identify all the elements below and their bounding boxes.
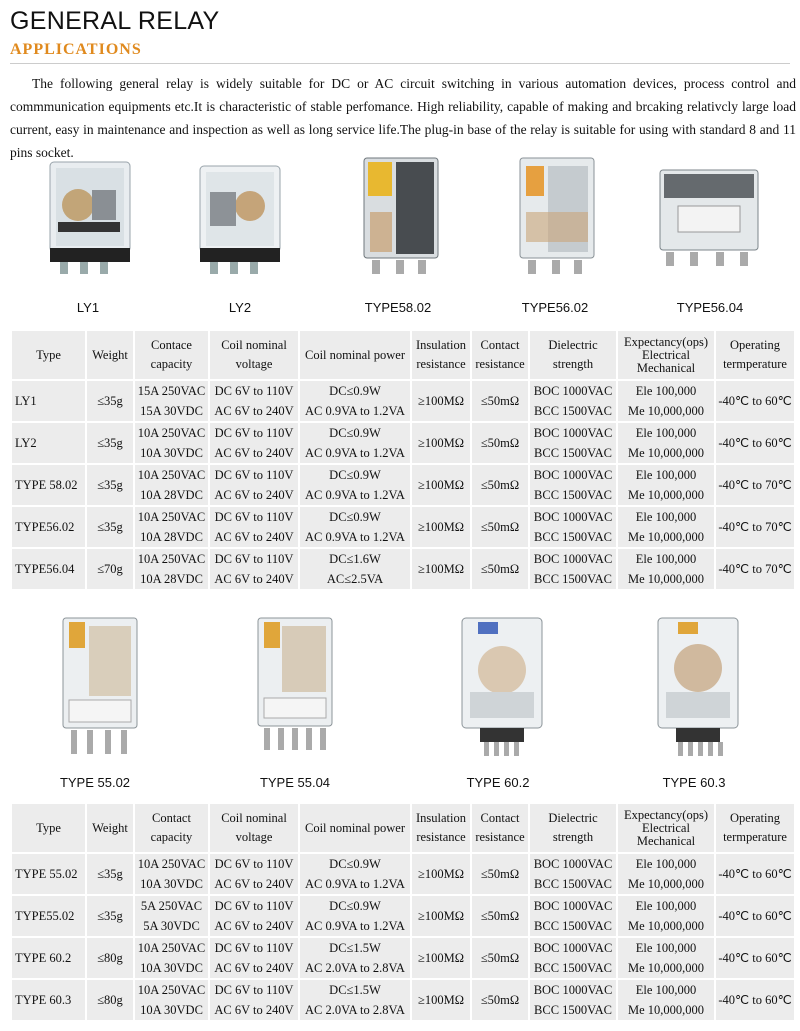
header-weight: Weight xyxy=(86,330,134,380)
header-capacity: Contace capacity xyxy=(134,330,209,380)
cell-capacity: 10A 250VAC 10A 28VDC xyxy=(134,548,209,590)
cell-capacity: 10A 250VAC 10A 30VDC xyxy=(134,979,209,1021)
product-label-type56-02: TYPE56.02 xyxy=(521,300,589,315)
relay-photo-type56-02 xyxy=(512,152,602,282)
relay-photo-type55-02 xyxy=(55,612,145,762)
cell-type: TYPE56.04 xyxy=(11,548,86,590)
cell-dielectric: BOC 1000VAC BCC 1500VAC xyxy=(529,937,617,979)
cell-contact-resistance: ≤50mΩ xyxy=(471,979,529,1021)
header-coil-power: Coil nominal power xyxy=(299,803,411,853)
relay-photo-type56-04 xyxy=(654,162,764,272)
relay-photo-type60-3 xyxy=(648,612,748,762)
cell-weight: ≤80g xyxy=(86,979,134,1021)
header-dielectric: Dielectric strength xyxy=(529,330,617,380)
cell-expectancy: Ele 100,000 Me 10,000,000 xyxy=(617,464,715,506)
cell-coil-voltage: DC 6V to 110V AC 6V to 240V xyxy=(209,464,299,506)
cell-coil-power: DC≤0.9W AC 0.9VA to 1.2VA xyxy=(299,464,411,506)
header-temperature: Operating termperature xyxy=(715,330,795,380)
header-temperature: Operating termperature xyxy=(715,803,795,853)
cell-capacity: 15A 250VAC 15A 30VDC xyxy=(134,380,209,422)
cell-capacity: 10A 250VAC 10A 28VDC xyxy=(134,506,209,548)
table-row xyxy=(11,937,795,979)
table-row xyxy=(11,895,795,937)
header-expectancy: Expectancy(ops) Electrical Mechanical xyxy=(617,330,715,380)
header-expectancy: Expectancy(ops) Electrical Mechanical xyxy=(617,803,715,853)
spec-table-2 xyxy=(10,802,796,1022)
cell-contact-resistance: ≤50mΩ xyxy=(471,506,529,548)
cell-coil-power: DC≤1.6W AC≤2.5VA xyxy=(299,548,411,590)
cell-coil-power: DC≤0.9W AC 0.9VA to 1.2VA xyxy=(299,422,411,464)
cell-insulation: ≥100MΩ xyxy=(411,548,471,590)
cell-type: TYPE 60.3 xyxy=(11,979,86,1021)
header-coil-voltage: Coil nominal voltage xyxy=(209,803,299,853)
cell-type: LY2 xyxy=(11,422,86,464)
product-label-type55-02: TYPE 55.02 xyxy=(59,775,131,790)
cell-contact-resistance: ≤50mΩ xyxy=(471,548,529,590)
table-row xyxy=(11,422,795,464)
cell-dielectric: BOC 1000VAC BCC 1500VAC xyxy=(529,422,617,464)
cell-capacity: 10A 250VAC 10A 30VDC xyxy=(134,853,209,895)
cell-expectancy: Ele 100,000 Me 10,000,000 xyxy=(617,895,715,937)
table-header-row xyxy=(11,803,795,853)
cell-coil-voltage: DC 6V to 110V AC 6V to 240V xyxy=(209,548,299,590)
cell-temperature: -40℃ to 70℃ xyxy=(715,464,795,506)
cell-weight: ≤80g xyxy=(86,937,134,979)
header-coil-power: Coil nominal power xyxy=(299,330,411,380)
cell-coil-voltage: DC 6V to 110V AC 6V to 240V xyxy=(209,895,299,937)
cell-type: TYPE 55.02 xyxy=(11,853,86,895)
intro-paragraph: The following general relay is widely suitable for DC or AC circuit switching in various automation devices, process control and commmunication equipments etc.It is characteristic of stable perfomance. High reliability, capable of making and brcaking relativcly large load current, easy in maintenance and inspection as well as long service life.The plug-in base of the relay is suitable for using with standard 8 and 11 pins socket. xyxy=(10,76,796,160)
cell-coil-voltage: DC 6V to 110V AC 6V to 240V xyxy=(209,422,299,464)
header-contact-resistance: Contact resistance xyxy=(471,803,529,853)
cell-temperature: -40℃ to 60℃ xyxy=(715,979,795,1021)
cell-coil-voltage: DC 6V to 110V AC 6V to 240V xyxy=(209,979,299,1021)
cell-insulation: ≥100MΩ xyxy=(411,506,471,548)
header-coil-voltage: Coil nominal voltage xyxy=(209,330,299,380)
page-title: GENERAL RELAY xyxy=(10,7,220,35)
table-row xyxy=(11,979,795,1021)
cell-dielectric: BOC 1000VAC BCC 1500VAC xyxy=(529,464,617,506)
cell-temperature: -40℃ to 70℃ xyxy=(715,506,795,548)
cell-temperature: -40℃ to 60℃ xyxy=(715,380,795,422)
cell-coil-power: DC≤1.5W AC 2.0VA to 2.8VA xyxy=(299,979,411,1021)
product-label-type56-04: TYPE56.04 xyxy=(676,300,744,315)
cell-coil-power: DC≤0.9W AC 0.9VA to 1.2VA xyxy=(299,380,411,422)
cell-coil-voltage: DC 6V to 110V AC 6V to 240V xyxy=(209,937,299,979)
product-label-type60-2: TYPE 60.2 xyxy=(466,775,530,790)
cell-insulation: ≥100MΩ xyxy=(411,422,471,464)
header-weight: Weight xyxy=(86,803,134,853)
table-row xyxy=(11,853,795,895)
product-label-type55-04: TYPE 55.04 xyxy=(259,775,331,790)
cell-capacity: 5A 250VAC 5A 30VDC xyxy=(134,895,209,937)
cell-dielectric: BOC 1000VAC BCC 1500VAC xyxy=(529,895,617,937)
heading-divider xyxy=(10,63,790,64)
cell-type: LY1 xyxy=(11,380,86,422)
cell-expectancy: Ele 100,000 Me 10,000,000 xyxy=(617,506,715,548)
cell-weight: ≤35g xyxy=(86,895,134,937)
cell-contact-resistance: ≤50mΩ xyxy=(471,464,529,506)
cell-type: TYPE55.02 xyxy=(11,895,86,937)
cell-contact-resistance: ≤50mΩ xyxy=(471,380,529,422)
cell-weight: ≤35g xyxy=(86,380,134,422)
cell-coil-voltage: DC 6V to 110V AC 6V to 240V xyxy=(209,506,299,548)
cell-temperature: -40℃ to 60℃ xyxy=(715,853,795,895)
cell-insulation: ≥100MΩ xyxy=(411,937,471,979)
relay-photo-type58-02 xyxy=(356,152,446,282)
cell-coil-power: DC≤0.9W AC 0.9VA to 1.2VA xyxy=(299,853,411,895)
cell-capacity: 10A 250VAC 10A 30VDC xyxy=(134,937,209,979)
cell-temperature: -40℃ to 60℃ xyxy=(715,422,795,464)
header-capacity: Contact capacity xyxy=(134,803,209,853)
cell-contact-resistance: ≤50mΩ xyxy=(471,853,529,895)
cell-type: TYPE 60.2 xyxy=(11,937,86,979)
cell-contact-resistance: ≤50mΩ xyxy=(471,937,529,979)
relay-photo-type55-04 xyxy=(250,612,340,762)
cell-temperature: -40℃ to 70℃ xyxy=(715,548,795,590)
cell-contact-resistance: ≤50mΩ xyxy=(471,895,529,937)
cell-type: TYPE 58.02 xyxy=(11,464,86,506)
product-label-type58-02: TYPE58.02 xyxy=(364,300,432,315)
header-contact-resistance: Contact resistance xyxy=(471,330,529,380)
cell-dielectric: BOC 1000VAC BCC 1500VAC xyxy=(529,853,617,895)
cell-dielectric: BOC 1000VAC BCC 1500VAC xyxy=(529,548,617,590)
table-row xyxy=(11,548,795,590)
cell-capacity: 10A 250VAC 10A 28VDC xyxy=(134,464,209,506)
cell-dielectric: BOC 1000VAC BCC 1500VAC xyxy=(529,506,617,548)
relay-photo-type60-2 xyxy=(452,612,552,762)
table-header-row xyxy=(11,330,795,380)
relay-photo-ly1 xyxy=(40,150,140,280)
relay-photo-ly2 xyxy=(190,158,290,278)
cell-dielectric: BOC 1000VAC BCC 1500VAC xyxy=(529,979,617,1021)
product-label-ly1: LY1 xyxy=(76,300,100,315)
cell-dielectric: BOC 1000VAC BCC 1500VAC xyxy=(529,380,617,422)
cell-insulation: ≥100MΩ xyxy=(411,979,471,1021)
table-row xyxy=(11,506,795,548)
cell-expectancy: Ele 100,000 Me 10,000,000 xyxy=(617,422,715,464)
cell-temperature: -40℃ to 60℃ xyxy=(715,937,795,979)
cell-weight: ≤35g xyxy=(86,422,134,464)
cell-expectancy: Ele 100,000 Me 10,000,000 xyxy=(617,853,715,895)
table-row xyxy=(11,464,795,506)
cell-insulation: ≥100MΩ xyxy=(411,853,471,895)
spec-table-1 xyxy=(10,329,796,591)
cell-insulation: ≥100MΩ xyxy=(411,895,471,937)
cell-expectancy: Ele 100,000 Me 10,000,000 xyxy=(617,548,715,590)
cell-coil-power: DC≤0.9W AC 0.9VA to 1.2VA xyxy=(299,506,411,548)
cell-capacity: 10A 250VAC 10A 30VDC xyxy=(134,422,209,464)
section-heading: APPLICATIONS xyxy=(10,41,142,58)
product-label-type60-3: TYPE 60.3 xyxy=(662,775,726,790)
cell-contact-resistance: ≤50mΩ xyxy=(471,422,529,464)
cell-expectancy: Ele 100,000 Me 10,000,000 xyxy=(617,979,715,1021)
cell-weight: ≤35g xyxy=(86,464,134,506)
header-type: Type xyxy=(11,803,86,853)
cell-expectancy: Ele 100,000 Me 10,000,000 xyxy=(617,380,715,422)
cell-insulation: ≥100MΩ xyxy=(411,380,471,422)
cell-coil-voltage: DC 6V to 110V AC 6V to 240V xyxy=(209,853,299,895)
cell-type: TYPE56.02 xyxy=(11,506,86,548)
header-type: Type xyxy=(11,330,86,380)
product-label-ly2: LY2 xyxy=(228,300,252,315)
cell-expectancy: Ele 100,000 Me 10,000,000 xyxy=(617,937,715,979)
cell-weight: ≤70g xyxy=(86,548,134,590)
cell-coil-voltage: DC 6V to 110V AC 6V to 240V xyxy=(209,380,299,422)
header-insulation: Insulation resistance xyxy=(411,803,471,853)
cell-weight: ≤35g xyxy=(86,506,134,548)
header-dielectric: Dielectric strength xyxy=(529,803,617,853)
cell-coil-power: DC≤1.5W AC 2.0VA to 2.8VA xyxy=(299,937,411,979)
cell-weight: ≤35g xyxy=(86,853,134,895)
table-row xyxy=(11,380,795,422)
cell-temperature: -40℃ to 60℃ xyxy=(715,895,795,937)
header-insulation: Insulation resistance xyxy=(411,330,471,380)
cell-coil-power: DC≤0.9W AC 0.9VA to 1.2VA xyxy=(299,895,411,937)
cell-insulation: ≥100MΩ xyxy=(411,464,471,506)
